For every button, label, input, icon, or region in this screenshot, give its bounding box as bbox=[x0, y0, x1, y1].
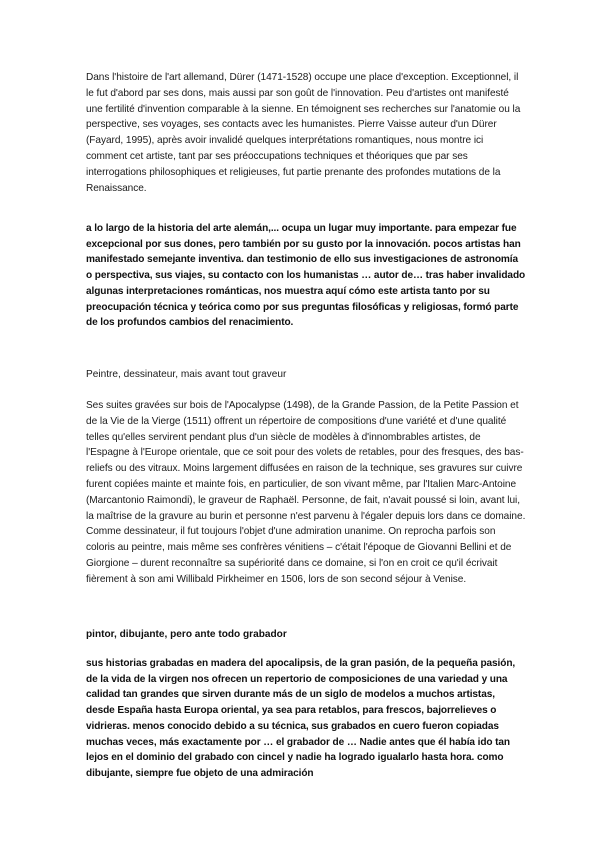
spanish-body-paragraph: sus historias grabadas en madera del apocalipsis, de la gran pasión, de la pequeña pasión, de la vida de la virgen nos ofrecen un repertorio de composiciones de una variedad y una calidad tan grandes que sirven durante más de un siglo de modelos a muchos artistas, desde España hasta Europa oriental, ya sea para retablos, para frescos, bajorrelieves o vidrieras. menos conocido debido a su técnica, sus grabados en cuero fueron copiadas muchas veces, más exactamente por … el grabador de … Nadie antes que él había ido tan lejos en el dominio del grabado con cincel y nadie ha logrado igualarlo hasta hora. como dibujante, siempre fue objeto de una admiración bbox=[86, 658, 516, 779]
french-intro-paragraph: Dans l'histoire de l'art allemand, Dürer (1471-1528) occupe une place d'exception. Exceptionnel, il le fut d'abord par ses dons, mais aussi par son goût de l'innovation. Peu d'artistes ont manifesté une fertilité d'invention comparable à la sienne. En témoignent ses recherches sur l'anatomie ou la perspective, ses voyages, ses contacts avec les humanistes. Pierre Vaisse auteur d'un Dürer (Fayard, 1995), après avoir invalidé quelques interprétations romantiques, nous montre ici comment cet artiste, tant par ses préoccupations techniques et théoriques que par ses interrogations philosophiques et religieuses, fut partie prenante des profondes mutations de la Renaissance. bbox=[86, 72, 521, 194]
french-section-heading: Peintre, dessinateur, mais avant tout graveur bbox=[86, 369, 287, 380]
spanish-section-heading: pintor, dibujante, pero ante todo grabador bbox=[86, 629, 287, 640]
french-body-paragraph: Ses suites gravées sur bois de l'Apocalypse (1498), de la Grande Passion, de la Petite Passion et de la Vie de la Vierge (1511) offrent un répertoire de compositions d'une variété et d'une qualité telles qu'elles servirent pendant plus d'un siècle de modèles à d'innombrables artistes, de l'Espagne à l'Europe orientale, que ce soit pour des volets de retables, pour des fresques, des bas-reliefs ou des vitraux. Moins largement diffusées en raison de la technique, ses gravures sur cuivre furent copiées mainte et mainte fois, en particulier, de son vivant même, par l'Italien Marc-Antoine (Marcantonio Raimondi), le graveur de Raphaël. Personne, de fait, n'avait poussé si loin, avant lui, la maîtrise de la gravure au burin et personne n'est parvenu à l'égaler depuis lors dans ce domaine. Comme dessinateur, il fut toujours l'objet d'une admiration unanime. On reprocha parfois son coloris au peintre, mais même ses confrères vénitiens – c'était l'époque de Giovanni Bellini et de Giorgione – durent reconnaître sa supériorité dans ce domaine, si l'on en croit ce qu'il écrivait fièrement à son ami Willibald Pirkheimer en 1506, lors de son second séjour à Venise. bbox=[86, 400, 526, 585]
spanish-intro-paragraph: a lo largo de la historia del arte alemán,... ocupa un lugar muy importante. para empezar fue excepcional por sus dones, pero también por su gusto por la innovación. pocos artistas han manifestado semejante inventiva. dan testimonio de ello sus investigaciones de astronomía o perspectiva, sus viajes, su contacto con los humanistas … autor de… tras haber invalidado algunas interpretaciones románticas, nos muestra aquí cómo este artista tanto por su preocupación técnica y teórica como por sus preguntas filosóficas y religiosas, formó parte de los profundos cambios del renacimiento. bbox=[86, 223, 526, 329]
